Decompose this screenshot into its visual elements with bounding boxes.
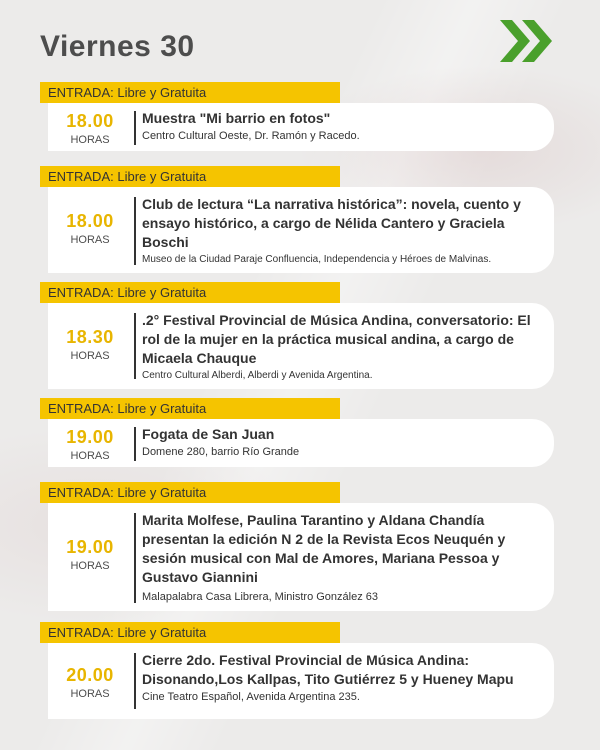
time-value: 18.00: [66, 111, 114, 131]
divider-bar: [134, 313, 136, 379]
event-place: Malapalabra Casa Librera, Ministro González 63: [142, 591, 379, 603]
divider-bar: [134, 427, 136, 461]
event-place: Centro Cultural Alberdi, Alberdi y Avenida Argentina.: [142, 370, 373, 381]
event-time: [48, 427, 132, 462]
event-time: [48, 111, 132, 146]
event-time: [48, 665, 132, 700]
event-content: [142, 425, 540, 458]
event-title: Muestra "Mi barrio en fotos": [142, 110, 331, 126]
double-chevron-right-icon[interactable]: [498, 16, 556, 66]
event-card[interactable]: [48, 303, 554, 389]
event-card[interactable]: [48, 419, 554, 467]
event-title: Fogata de San Juan: [142, 426, 275, 442]
entry-banner: ENTRADA: Libre y Gratuita: [40, 482, 340, 503]
event-place: Cine Teatro Español, Avenida Argentina 235.: [142, 691, 360, 703]
event-title: Club de lectura “La narrativa histórica”: novela, cuento y ensayo histórico, a cargo de Nélida Cantero y Graciela Boschi: [142, 196, 521, 250]
event-card[interactable]: [48, 103, 554, 151]
event-card[interactable]: [48, 187, 554, 273]
divider-bar: [134, 513, 136, 603]
event-content: [142, 311, 540, 381]
event-card[interactable]: [48, 503, 554, 611]
entry-banner: ENTRADA: Libre y Gratuita: [40, 82, 340, 103]
time-label: HORAS: [70, 134, 110, 146]
page-title: Viernes 30: [40, 30, 195, 63]
time-value: 20.00: [66, 665, 114, 685]
event-title: Cierre 2do. Festival Provincial de Música Andina: Disonando,Los Kallpas, Tito Gutiérrez 5 y Hueney Mapu: [142, 652, 514, 687]
event-item: [40, 166, 556, 273]
entry-banner: ENTRADA: Libre y Gratuita: [40, 398, 340, 419]
event-place: Museo de la Ciudad Paraje Confluencia, Independencia y Héroes de Malvinas.: [142, 254, 492, 265]
event-item: [40, 482, 556, 611]
event-title: .2° Festival Provincial de Música Andina, conversatorio: El rol de la mujer en la práctica musical andina, a cargo de Micaela Chauque: [142, 312, 531, 366]
event-content: [142, 511, 540, 603]
event-content: [142, 651, 540, 703]
event-time: [48, 537, 132, 572]
event-card[interactable]: [48, 643, 554, 719]
time-value: 18.30: [66, 327, 114, 347]
entry-banner: ENTRADA: Libre y Gratuita: [40, 282, 340, 303]
entry-banner: ENTRADA: Libre y Gratuita: [40, 622, 340, 643]
time-value: 19.00: [66, 537, 114, 557]
event-content: [142, 109, 540, 142]
time-value: 19.00: [66, 427, 114, 447]
event-item: [40, 82, 556, 151]
event-time: [48, 211, 132, 246]
time-value: 18.00: [66, 211, 114, 231]
time-label: HORAS: [70, 350, 110, 362]
divider-bar: [134, 111, 136, 145]
event-content: [142, 195, 540, 265]
time-label: HORAS: [70, 688, 110, 700]
event-item: [40, 398, 556, 467]
event-place: Centro Cultural Oeste, Dr. Ramón y Racedo.: [142, 130, 360, 142]
time-label: HORAS: [70, 560, 110, 572]
entry-banner: ENTRADA: Libre y Gratuita: [40, 166, 340, 187]
time-label: HORAS: [70, 234, 110, 246]
event-item: [40, 622, 556, 719]
event-title: Marita Molfese, Paulina Tarantino y Aldana Chandía presentan la edición N 2 de la Revista Ecos Neuquén y sesión musical con Mal de Amores, Mariana Pessoa y Gustavo Giannini: [142, 512, 506, 585]
event-time: [48, 327, 132, 362]
event-place: Domene 280, barrio Río Grande: [142, 446, 300, 458]
divider-bar: [134, 197, 136, 265]
time-label: HORAS: [70, 450, 110, 462]
divider-bar: [134, 653, 136, 709]
event-item: [40, 282, 556, 389]
